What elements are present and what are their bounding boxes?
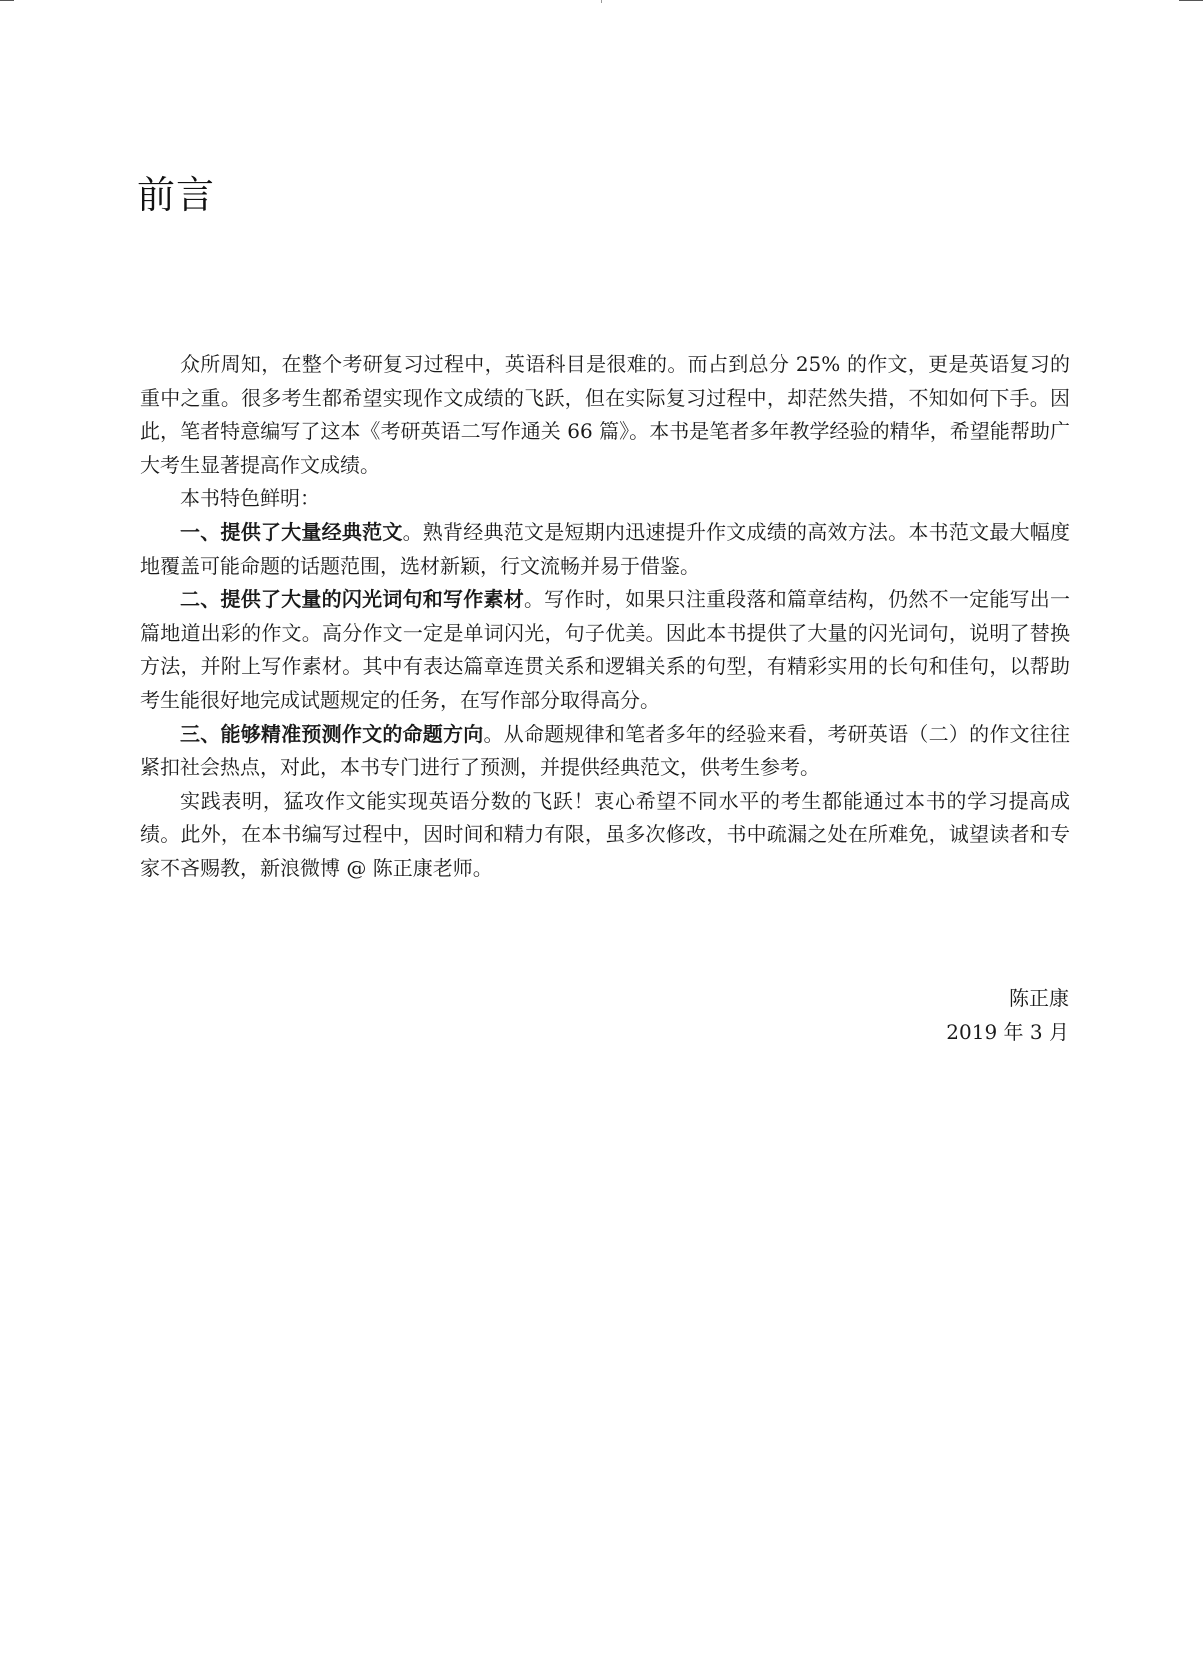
feature-2-heading: 二、提供了大量的闪光词句和写作素材 xyxy=(180,587,524,612)
closing-paragraph: 实践表明，猛攻作文能实现英语分数的飞跃！衷心希望不同水平的考生都能通过本书的学习提高成绩。此外，在本书编写过程中，因时间和精力有限，虽多次修改，书中疏漏之处在所难免，诚望读者和专家不吝赐教，新浪微博 @ 陈正康老师。 xyxy=(140,788,1070,880)
signature-author: 陈正康 xyxy=(1009,986,1069,1010)
page-title: 前言 xyxy=(137,173,216,217)
feature-2-text: 。写作时，如果只注重段落和篇章结构，仍然不一定能写出一篇地道出彩的作文。高分作文一定是单词闪光，句子优美。因此本书提供了大量的闪光词句，说明了替换方法，并附上写作素材。其中有表达篇章连贯关系和逻辑关系的句型，有精彩实用的长句和佳句，以帮助考生能很好地完成试题规定的任务，在写作部分取得高分。 xyxy=(140,587,1070,712)
crop-mark-right xyxy=(1179,0,1203,1)
crop-mark-center xyxy=(601,0,602,3)
crop-mark-left xyxy=(0,0,14,1)
intro-paragraph: 众所周知，在整个考研复习过程中，英语科目是很难的。而占到总分 25% 的作文，更是英语复习的重中之重。很多考生都希望实现作文成绩的飞跃，但在实际复习过程中，却茫然失措，不知如何下手。因此，笔者特意编写了这本《考研英语二写作通关 66 篇》。本书是笔者多年教学经验的精华，希望能帮助广大考生显著提高作文成绩。 xyxy=(140,352,1070,477)
signature-block xyxy=(946,981,1069,1049)
feature-3-heading: 三、能够精准预测作文的命题方向 xyxy=(180,721,484,746)
feature-1-heading: 一、提供了大量经典范文 xyxy=(180,519,403,544)
features-intro-paragraph: 本书特色鲜明： xyxy=(180,486,320,511)
preface-body xyxy=(140,348,1070,886)
feature-3-text: 。从命题规律和笔者多年的经验来看，考研英语（二）的作文往往紧扣社会热点，对此，本书专门进行了预测，并提供经典范文，供考生参考。 xyxy=(140,721,1071,780)
signature-date: 2019 年 3 月 xyxy=(946,1020,1069,1044)
feature-1-text: 。熟背经典范文是短期内迅速提升作文成绩的高效方法。本书范文最大幅度地覆盖可能命题的话题范围，选材新颖，行文流畅并易于借鉴。 xyxy=(140,519,1071,578)
feature-2-paragraph xyxy=(140,583,1070,717)
feature-3-paragraph xyxy=(140,718,1070,785)
feature-1-paragraph xyxy=(140,516,1070,583)
